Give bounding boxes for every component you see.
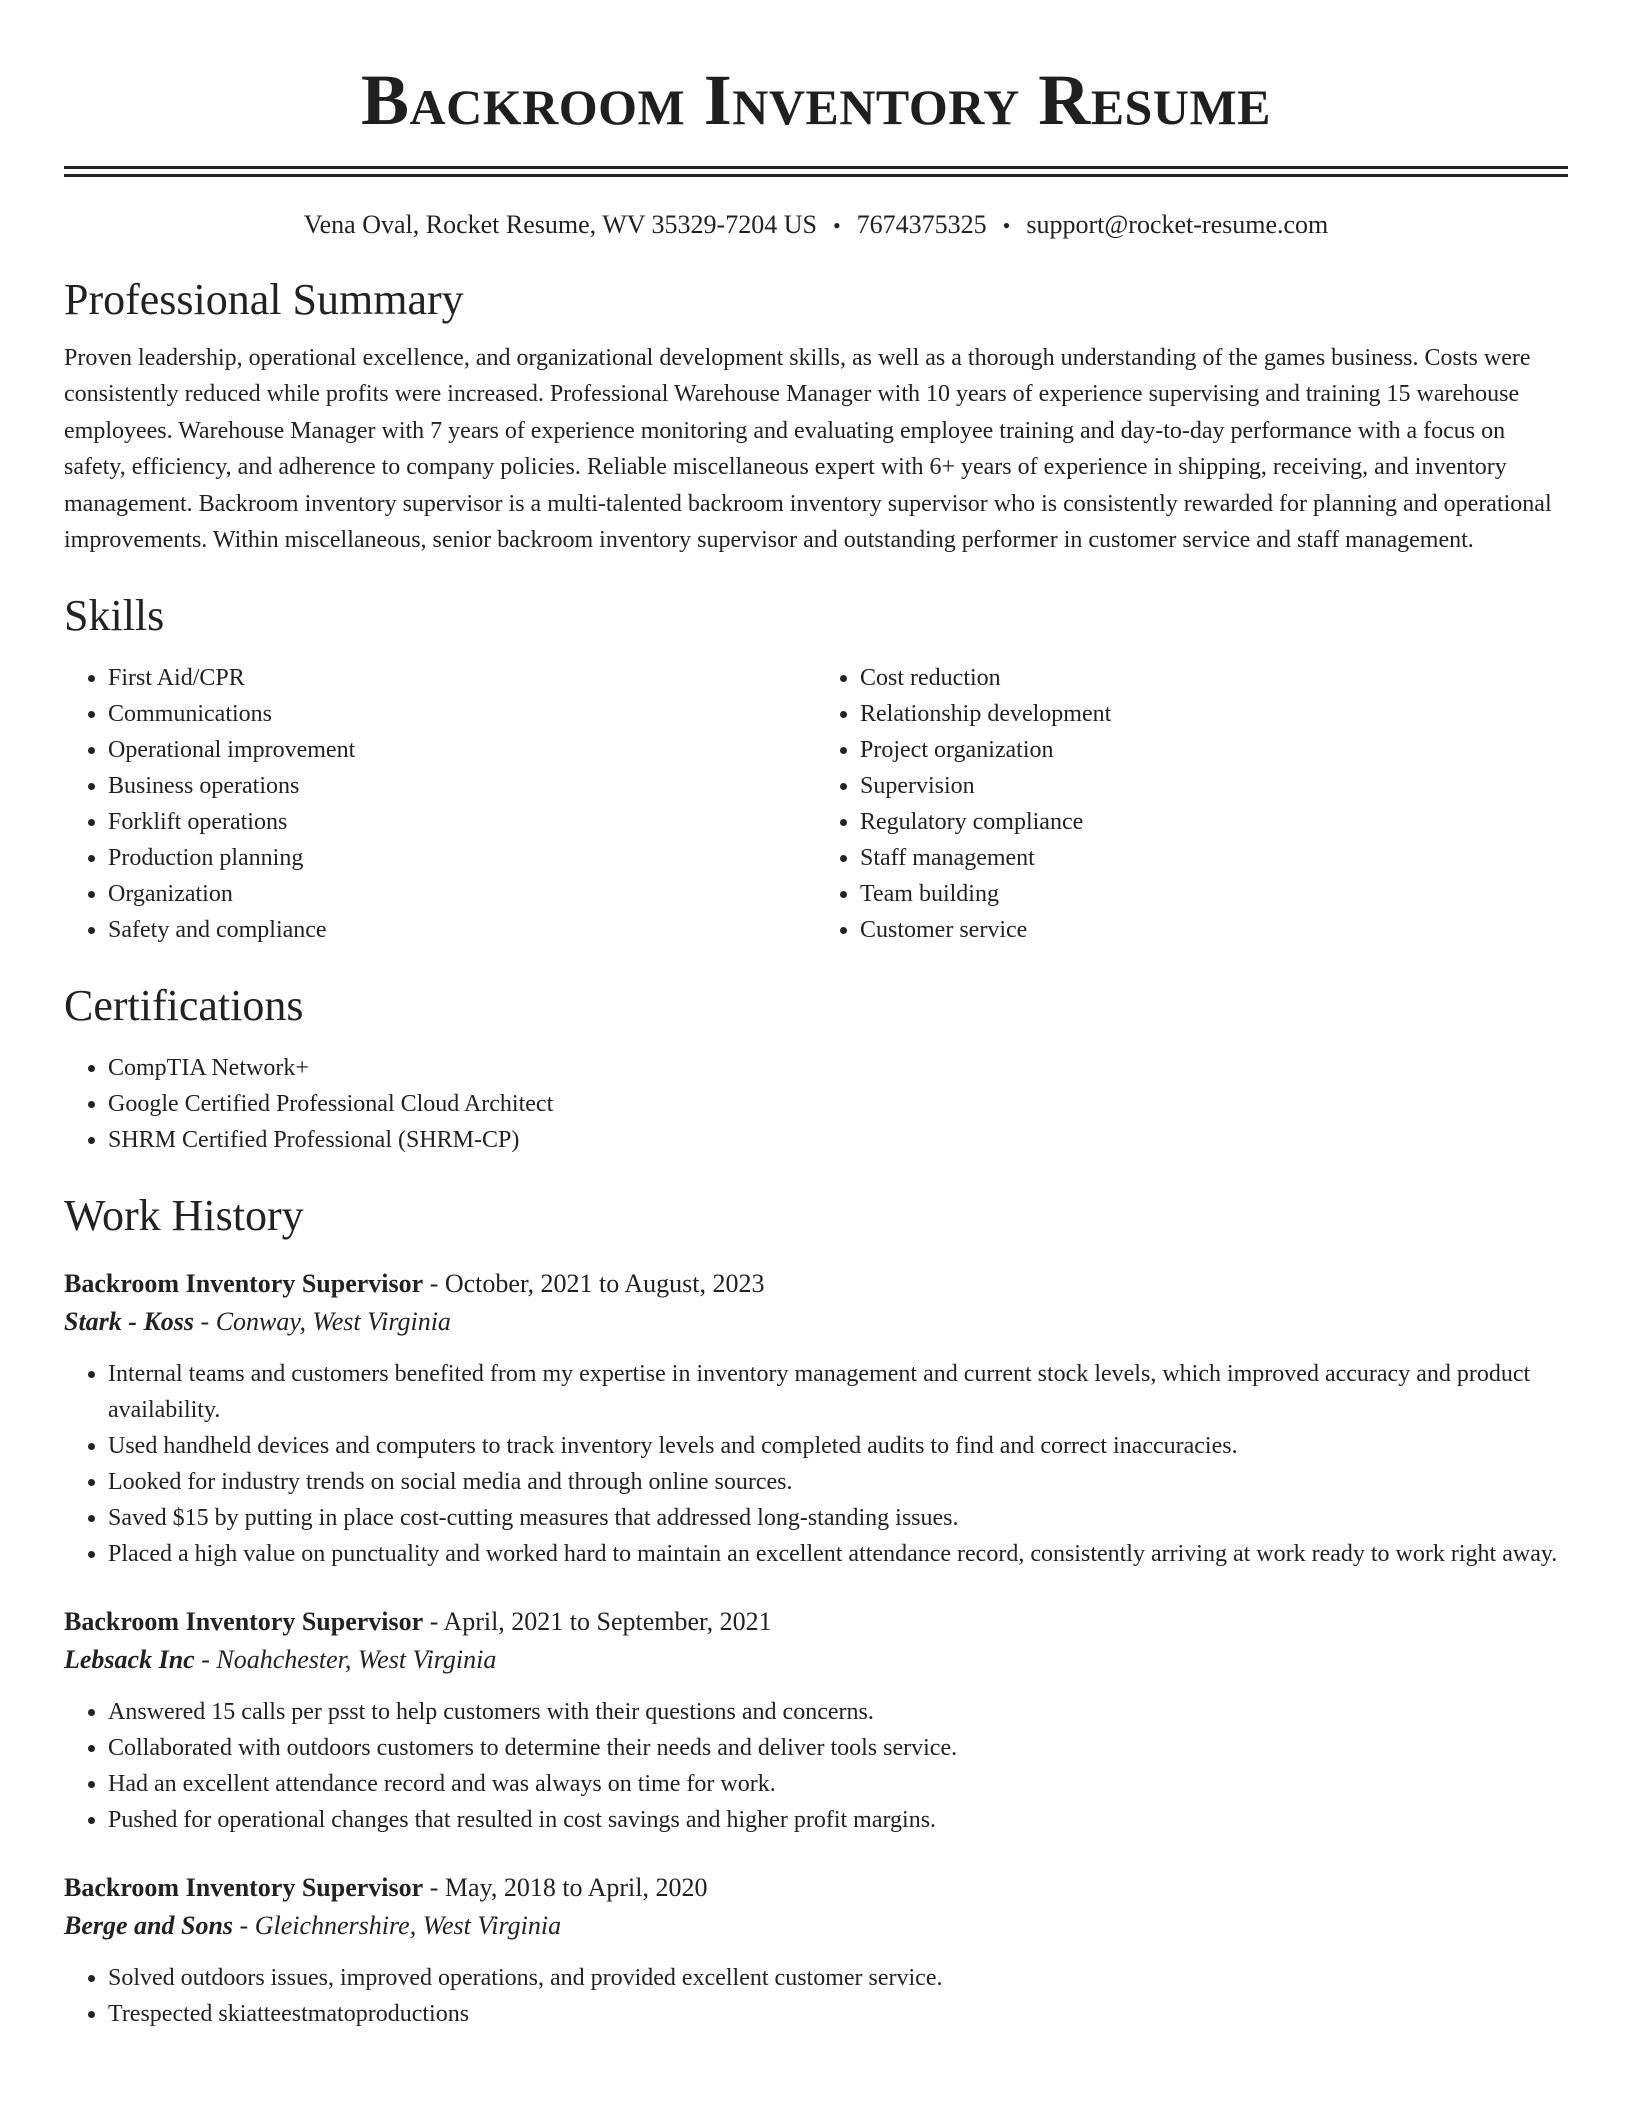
job-company-line <box>64 1640 1568 1680</box>
certifications-list <box>64 1050 1568 1158</box>
job-dates: - April, 2021 to September, 2021 <box>423 1607 772 1637</box>
skills-column-right <box>816 660 1568 948</box>
certifications-heading: Certifications <box>64 981 304 1031</box>
skill-item: • First Aid/CPR <box>108 660 816 696</box>
work-history-heading: Work History <box>64 1191 304 1241</box>
job-bullet: • Saved $15 by putting in place cost-cutting measures that addressed long-standing issues. <box>108 1500 1568 1536</box>
skills-heading: Skills <box>64 591 165 641</box>
skill-item: • Project organization <box>860 732 1568 768</box>
skill-item: • Communications <box>108 696 816 732</box>
job-bullet: • Placed a high value on punctuality and worked hard to maintain an excellent attendance record, consistently arriving at work ready to work right away. <box>108 1536 1568 1572</box>
job-bullets <box>64 1960 1568 2032</box>
job-company: Stark - Koss <box>64 1307 195 1337</box>
skill-item: • Forklift operations <box>108 804 816 840</box>
contact-email: support@rocket-resume.com <box>1026 210 1329 239</box>
skill-item: • Safety and compliance <box>108 912 816 948</box>
job-bullets <box>64 1356 1568 1572</box>
job-role: Backroom Inventory Supervisor <box>64 1269 424 1299</box>
skill-item: • Customer service <box>860 912 1568 948</box>
contact-separator: • <box>1002 213 1011 238</box>
resume-title: Backroom Inventory Resume <box>360 60 1271 140</box>
job-entry <box>64 1266 1568 1572</box>
job-bullet: • Looked for industry trends on social media and through online sources. <box>108 1464 1568 1500</box>
skill-item: • Cost reduction <box>860 660 1568 696</box>
skill-item: • Organization <box>108 876 816 912</box>
job-role: Backroom Inventory Supervisor <box>64 1873 424 1903</box>
job-bullet: • Solved outdoors issues, improved operations, and provided excellent customer service. <box>108 1960 1568 1996</box>
certification-item: • Google Certified Professional Cloud Architect <box>108 1086 1568 1122</box>
job-title-line <box>64 1870 1568 1906</box>
job-location: - Gleichnershire, West Virginia <box>233 1911 562 1941</box>
contact-line <box>64 207 1568 244</box>
title-divider <box>64 166 1568 177</box>
job-bullets <box>64 1694 1568 1838</box>
certification-item: • CompTIA Network+ <box>108 1050 1568 1086</box>
job-company-line <box>64 1302 1568 1342</box>
summary-heading: Professional Summary <box>64 275 464 324</box>
job-bullet: • Internal teams and customers benefited from my expertise in inventory management and current stock levels, which improved accuracy and product availability. <box>108 1356 1568 1428</box>
contact-address: Vena Oval, Rocket Resume, WV 35329-7204 US <box>303 210 817 239</box>
skill-item: • Supervision <box>860 768 1568 804</box>
skills-list <box>64 660 1568 948</box>
job-company: Berge and Sons <box>64 1911 234 1941</box>
job-location: - Conway, West Virginia <box>194 1307 451 1337</box>
contact-separator: • <box>832 213 841 238</box>
job-dates: - May, 2018 to April, 2020 <box>423 1873 708 1903</box>
job-dates: - October, 2021 to August, 2023 <box>423 1269 765 1299</box>
job-bullet: • Answered 15 calls per psst to help customers with their questions and concerns. <box>108 1694 1568 1730</box>
skill-item: • Team building <box>860 876 1568 912</box>
job-entry <box>64 1870 1568 2032</box>
skill-item: • Business operations <box>108 768 816 804</box>
skill-item: • Operational improvement <box>108 732 816 768</box>
job-entry <box>64 1604 1568 1838</box>
skill-item: • Staff management <box>860 840 1568 876</box>
job-role: Backroom Inventory Supervisor <box>64 1607 424 1637</box>
skill-item: • Production planning <box>108 840 816 876</box>
certification-item: • SHRM Certified Professional (SHRM-CP) <box>108 1122 1568 1158</box>
job-company-line <box>64 1906 1568 1946</box>
skill-item: • Relationship development <box>860 696 1568 732</box>
job-title-line <box>64 1266 1568 1302</box>
skill-item: • Regulatory compliance <box>860 804 1568 840</box>
job-company: Lebsack Inc <box>64 1645 195 1675</box>
job-bullet: • Used handheld devices and computers to track inventory levels and completed audits to find and correct inaccuracies. <box>108 1428 1568 1464</box>
job-bullet: • Pushed for operational changes that resulted in cost savings and higher profit margins. <box>108 1802 1568 1838</box>
job-bullet: • Trespected skiatteestmatoproductions <box>108 1996 1568 2032</box>
job-title-line <box>64 1604 1568 1640</box>
resume-page <box>64 0 1568 2032</box>
job-bullet: • Had an excellent attendance record and was always on time for work. <box>108 1766 1568 1802</box>
job-location: - Noahchester, West Virginia <box>194 1645 497 1675</box>
summary-text: Proven leadership, operational excellence, and organizational development skills, as well as a thorough understanding of the games business. Costs were consistently reduced while profits were increased. Professional Warehouse Manager with 10 years of experience supervising and training 15 warehouse employees. Warehouse Manager with 7 years of experience monitoring and evaluating employee training and day-to-day performance with a focus on safety, efficiency, and adherence to company policies. Reliable miscellaneous expert with 6+ years of experience in shipping, receiving, and inventory management. Backroom inventory supervisor is a multi-talented backroom inventory supervisor who is consistently rewarded for planning and operational improvements. Within miscellaneous, senior backroom inventory supervisor and outstanding performer in customer service and staff management. <box>64 345 1552 554</box>
skills-column-left <box>64 660 816 948</box>
job-bullet: • Collaborated with outdoors customers to determine their needs and deliver tools service. <box>108 1730 1568 1766</box>
contact-phone: 7674375325 <box>856 210 987 239</box>
